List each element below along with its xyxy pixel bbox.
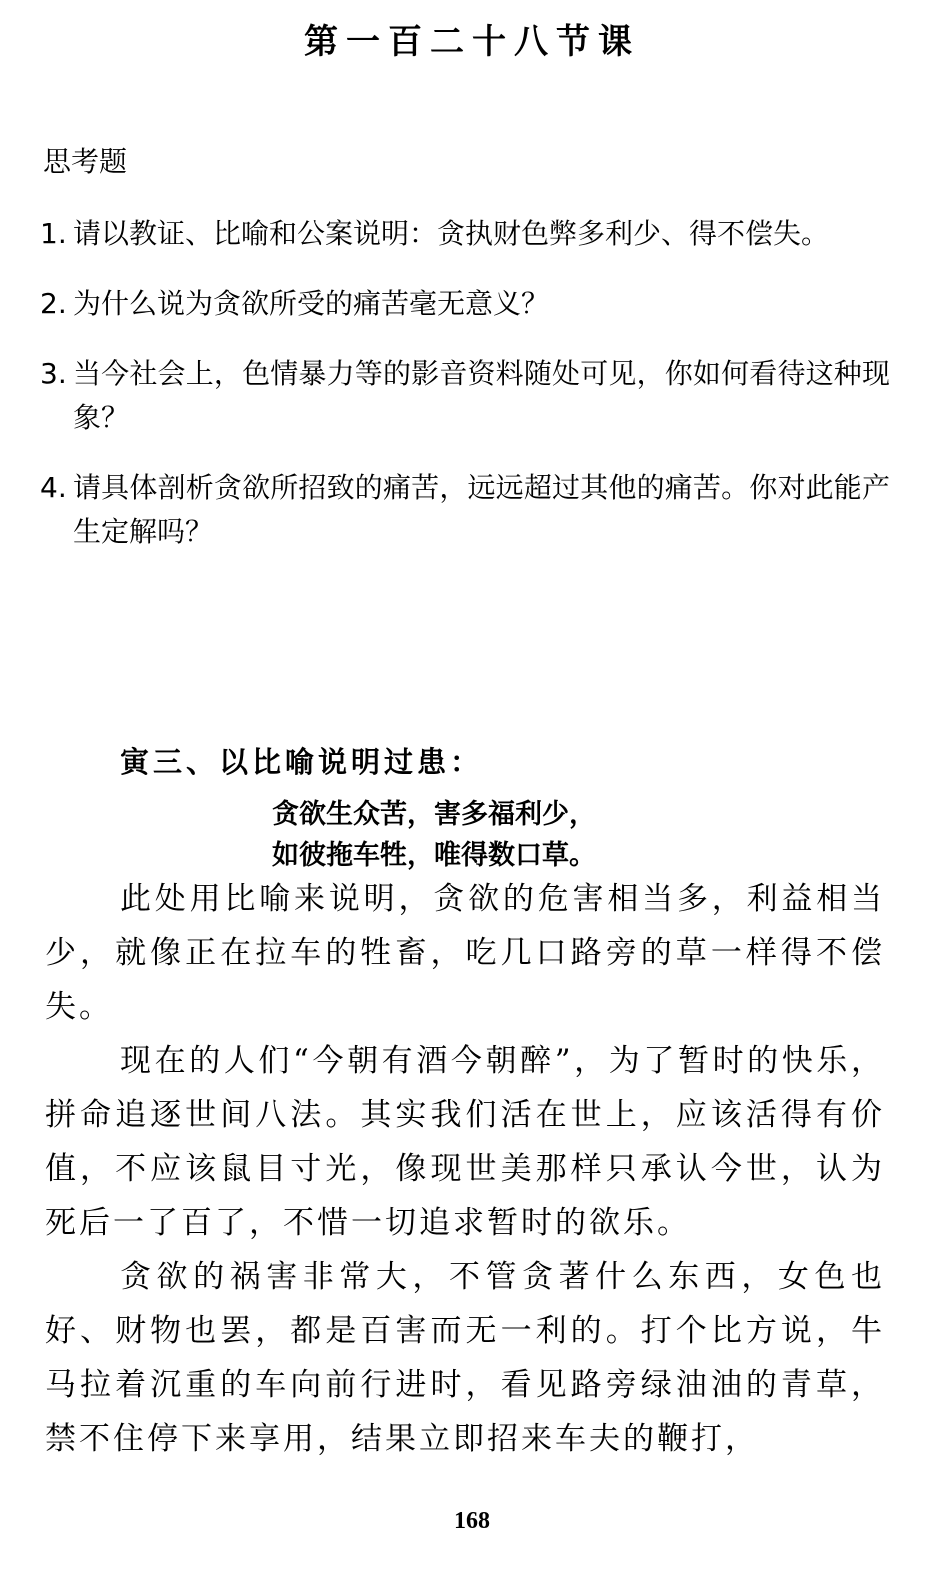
question-text: 请具体剖析贪欲所招致的痛苦，远远超过其他的痛苦。你对此能产生定解吗？	[73, 471, 890, 548]
page-number: 168	[454, 1508, 490, 1534]
question-number: 2.	[40, 287, 67, 320]
question-item	[40, 212, 890, 256]
question-number: 1.	[40, 217, 67, 250]
question-number: 4.	[40, 471, 67, 504]
questions-heading: 思考题	[43, 145, 128, 178]
question-text: 为什么说为贪欲所受的痛苦毫无意义？	[73, 287, 550, 320]
body-paragraph: 贪欲的祸害非常大，不管贪著什么东西，女色也好、财物也罢，都是百害而无一利的。打个比方说，牛马拉着沉重的车向前行进时，看见路旁绿油油的青草，禁不住停下来享用，结果立即招来车夫的鞭打，	[45, 1259, 885, 1457]
page-title: 第一百二十八节课	[304, 22, 640, 62]
verse-line-2: 如彼拖车牲，唯得数口草。	[272, 840, 596, 871]
question-item	[40, 352, 890, 440]
questions-list	[40, 212, 890, 580]
question-item	[40, 282, 890, 326]
verse-line-1: 贪欲生众苦，害多福利少，	[272, 799, 596, 830]
body-text	[45, 872, 885, 1466]
question-item	[40, 466, 890, 554]
body-paragraph: 此处用比喻来说明，贪欲的危害相当多，利益相当少，就像正在拉车的牲畜，吃几口路旁的草一样得不偿失。	[45, 881, 885, 1025]
body-paragraph: 现在的人们“今朝有酒今朝醉”，为了暂时的快乐，拼命追逐世间八法。其实我们活在世上，应该活得有价值，不应该鼠目寸光，像现世美那样只承认今世，认为死后一了百了，不惜一切追求暂时的欲乐。	[45, 1043, 885, 1241]
question-text: 请以教证、比喻和公案说明：贪执财色弊多利少、得不偿失。	[73, 217, 830, 250]
section-heading: 寅三、以比喻说明过患：	[120, 745, 484, 779]
question-text: 当今社会上，色情暴力等的影音资料随处可见，你如何看待这种现象？	[73, 357, 890, 434]
question-number: 3.	[40, 357, 67, 390]
